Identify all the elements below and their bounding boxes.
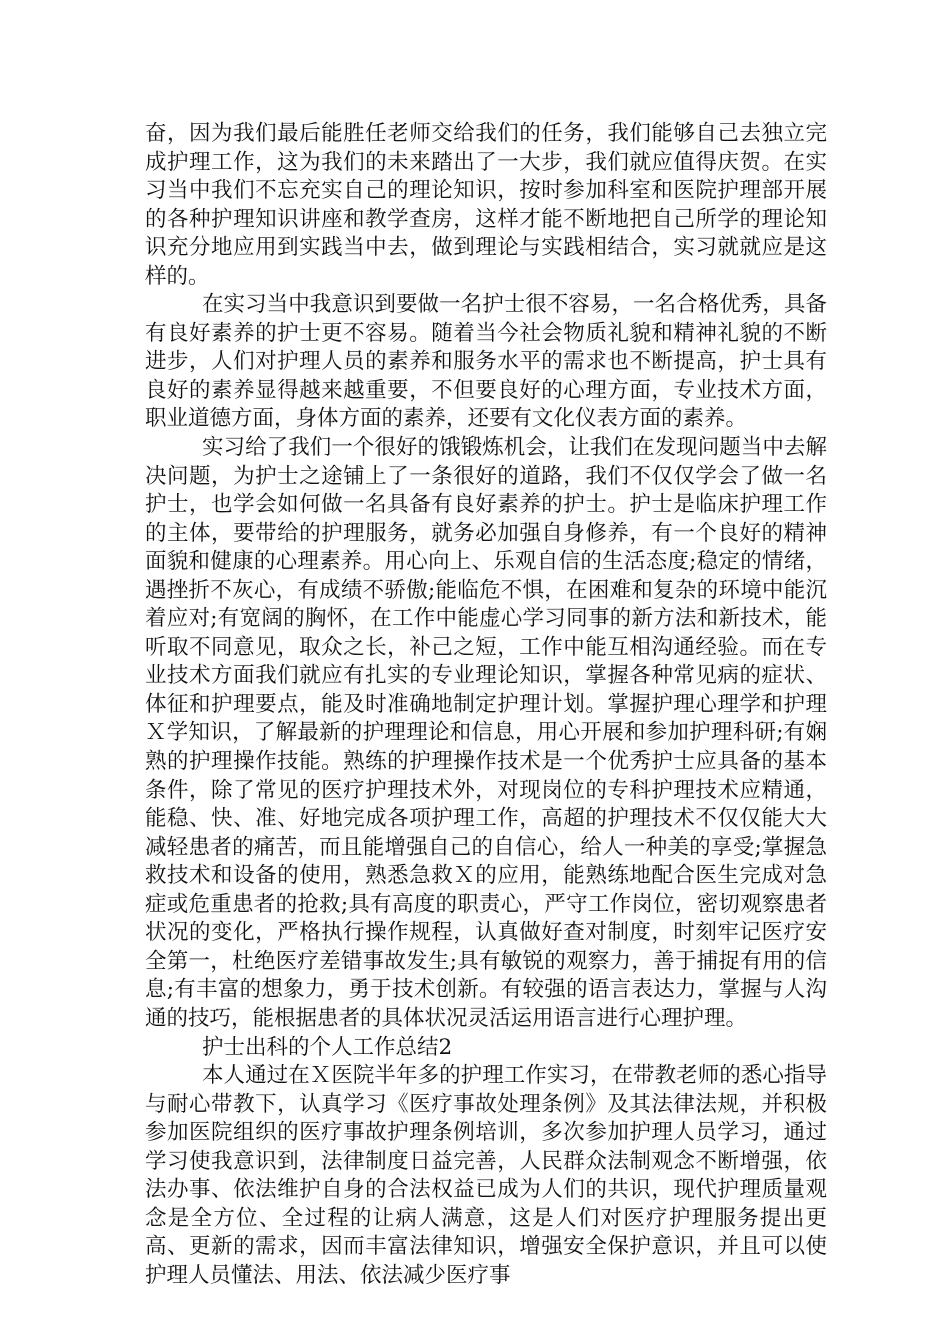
paragraph-1: 奋，因为我们最后能胜任老师交给我们的任务，我们能够自己去独立完成护理工作，这为我们的未来踏出了一大步，我们就应值得庆贺。在实习当中我们不忘充实自己的理论知识，按时参加科室和医院护理部开展的各种护理知识讲座和教学查房，这样才能不断地把自己所学的理论知识充分地应用到实践当中去，做到理论与实践相结合，实习就就应是这样的。 [145, 121, 827, 289]
section-title: 护士出科的个人工作总结2 [202, 1034, 453, 1060]
document-body [145, 120, 827, 1290]
paragraph-3: 实习给了我们一个很好的饿锻炼机会，让我们在发现问题当中去解决问题，为护士之途铺上了一条很好的道路，我们不仅仅学会了做一名护士，也学会如何做一名具备有良好素养的护士。护士是临床护理工作的主体，要带给的护理服务，就务必加强自身修养，有一个良好的精神面貌和健康的心理素养。用心向上、乐观自信的生活态度;稳定的情绪，遇挫折不灰心，有成绩不骄傲;能临危不惧，在困难和复杂的环境中能沉着应对;有宽阔的胸怀，在工作中能虚心学习同事的新方法和新技术，能听取不同意见，取众之长，补己之短，工作中能互相沟通经验。而在专业技术方面我们就应有扎实的专业理论知识，掌握各种常见病的症状、体征和护理要点，能及时准确地制定护理计划。掌握护理心理学和护理Ｘ学知识，了解最新的护理理论和信息，用心开展和参加护理科研;有娴熟的护理操作技能。熟练的护理操作技术是一个优秀护士应具备的基本条件，除了常见的医疗护理技术外，对现岗位的专科护理技术应精通，能稳、快、准、好地完成各项护理工作，高超的护理技术不仅仅能大大减轻患者的痛苦，而且能增强自己的自信心，给人一种美的享受;掌握急救技术和设备的使用，熟悉急救Ｘ的应用，能熟练地配合医生完成对急症或危重患者的抢救;具有高度的职责心，严守工作岗位，密切观察患者状况的变化，严格执行操作规程，认真做好查对制度，时刻牢记医疗安全第一，杜绝医疗差错事故发生;具有敏锐的观察力，善于捕捉有用的信息;有丰富的想象力，勇于技术创新。有较强的语言表达力，掌握与人沟通的技巧，能根据患者的具体状况灵活运用语言进行心理护理。 [145, 435, 827, 1031]
paragraph-2: 在实习当中我意识到要做一名护士很不容易，一名合格优秀，具备有良好素养的护士更不容易。随着当今社会物质礼貌和精神礼貌的不断进步，人们对护理人员的素养和服务水平的需求也不断提高，护士具有良好的素养显得越来越重要，不但要良好的心理方面，专业技术方面，职业道德方面，身体方面的素养，还要有文化仪表方面的素养。 [145, 292, 827, 432]
paragraph-4: 本人通过在Ｘ医院半年多的护理工作实习，在带教老师的悉心指导与耐心带教下，认真学习《医疗事故处理条例》及其法律法规，并积极参加医院组织的医疗事故护理条例培训，多次参加护理人员学习，通过学习使我意识到，法律制度日益完善，人民群众法制观念不断增强，依法办事、依法维护自身的合法权益已成为人们的共识，现代护理质量观念是全方位、全过程的让病人满意，这是人们对医疗护理服务提出更高、更新的需求，因而丰富法律知识，增强安全保护意识，并且可以使护理人员懂法、用法、依法减少医疗事 [145, 1063, 827, 1288]
